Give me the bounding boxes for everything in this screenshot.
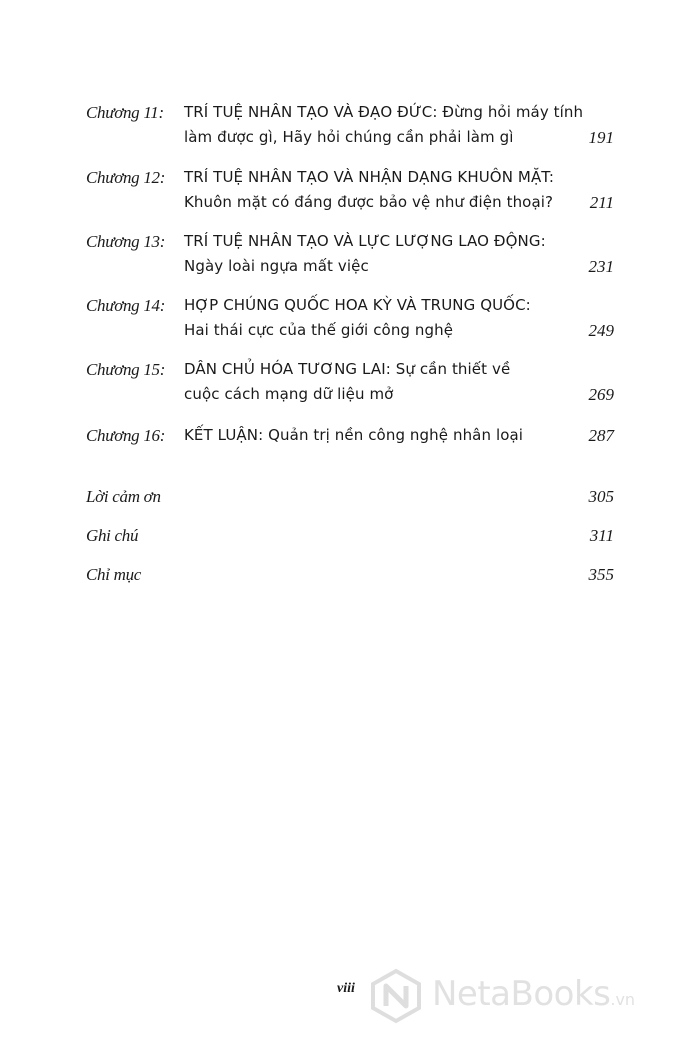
- watermark-brand: NetaBooks: [432, 974, 611, 1014]
- page-number: 287: [588, 426, 614, 445]
- page-number: 355: [588, 565, 614, 584]
- chapter-label: Chương 13:: [86, 232, 166, 251]
- toc-entry-chapter-13[interactable]: [86, 229, 614, 279]
- chapter-title: [184, 100, 584, 150]
- chapter-label: Chương 14:: [86, 296, 166, 315]
- chapter-title: [184, 357, 554, 407]
- toc-entry-chapter-12[interactable]: [86, 165, 614, 215]
- toc-entry-chapter-16[interactable]: [86, 423, 614, 448]
- chapter-title: [184, 165, 554, 215]
- chapter-title: [184, 293, 554, 343]
- back-matter-label: Lời cảm ơn: [86, 487, 161, 506]
- toc-entry-chapter-11[interactable]: [86, 100, 614, 150]
- chapter-title-line: HỢP CHÚNG QUỐC HOA KỲ VÀ TRUNG QUỐC:: [184, 296, 531, 314]
- chapter-title-line: TRÍ TUỆ NHÂN TẠO VÀ ĐẠO ĐỨC: Đừng hỏi máy tính: [184, 103, 584, 121]
- watermark-suffix: .vn: [610, 990, 636, 1009]
- page-number: 211: [589, 193, 614, 212]
- chapter-title-line: KẾT LUẬN: Quản trị nền công nghệ nhân loại: [184, 426, 524, 444]
- page-number: 249: [588, 321, 614, 340]
- toc-entry-chapter-15[interactable]: [86, 357, 614, 407]
- chapter-label: Chương 12:: [86, 168, 166, 187]
- chapter-title-line: DÂN CHỦ HÓA TƯƠNG LAI: Sự cần thiết về: [184, 360, 511, 378]
- back-matter-label: Ghi chú: [86, 526, 139, 545]
- toc-entry-index[interactable]: [86, 562, 614, 587]
- chapter-title: [184, 423, 554, 448]
- folio-number: viii: [337, 981, 355, 996]
- chapter-label: Chương 15:: [86, 360, 166, 379]
- chapter-title-line: cuộc cách mạng dữ liệu mở: [184, 385, 394, 403]
- chapter-title-line: Khuôn mặt có đáng được bảo vệ như điện thoại?: [184, 193, 554, 211]
- page-number: 191: [588, 128, 614, 147]
- chapter-title: [184, 229, 554, 279]
- toc-entry-notes[interactable]: [86, 523, 614, 548]
- toc-entry-chapter-14[interactable]: [86, 293, 614, 343]
- chapter-label: Chương 11:: [86, 103, 164, 122]
- back-matter-label: Chỉ mục: [86, 565, 142, 584]
- chapter-title-line: Ngày loài ngựa mất việc: [184, 257, 369, 275]
- page-number: 231: [588, 257, 614, 276]
- netabooks-n-logo-icon: [368, 968, 424, 1024]
- chapter-title-line: TRÍ TUỆ NHÂN TẠO VÀ LỰC LƯỢNG LAO ĐỘNG:: [184, 232, 546, 250]
- watermark: [368, 964, 668, 1028]
- chapter-title-line: TRÍ TUỆ NHÂN TẠO VÀ NHẬN DẠNG KHUÔN MẶT:: [184, 168, 555, 186]
- page-number: 311: [589, 526, 614, 545]
- chapter-title-line: Hai thái cực của thế giới công nghệ: [184, 321, 454, 339]
- toc-entry-acknowledgements[interactable]: [86, 484, 614, 509]
- chapter-label: Chương 16:: [86, 426, 166, 445]
- watermark-text: [432, 974, 635, 1014]
- page-number: 305: [588, 487, 614, 506]
- page-number: 269: [588, 385, 614, 404]
- chapter-title-line: làm được gì, Hãy hỏi chúng cần phải làm gì: [184, 128, 514, 146]
